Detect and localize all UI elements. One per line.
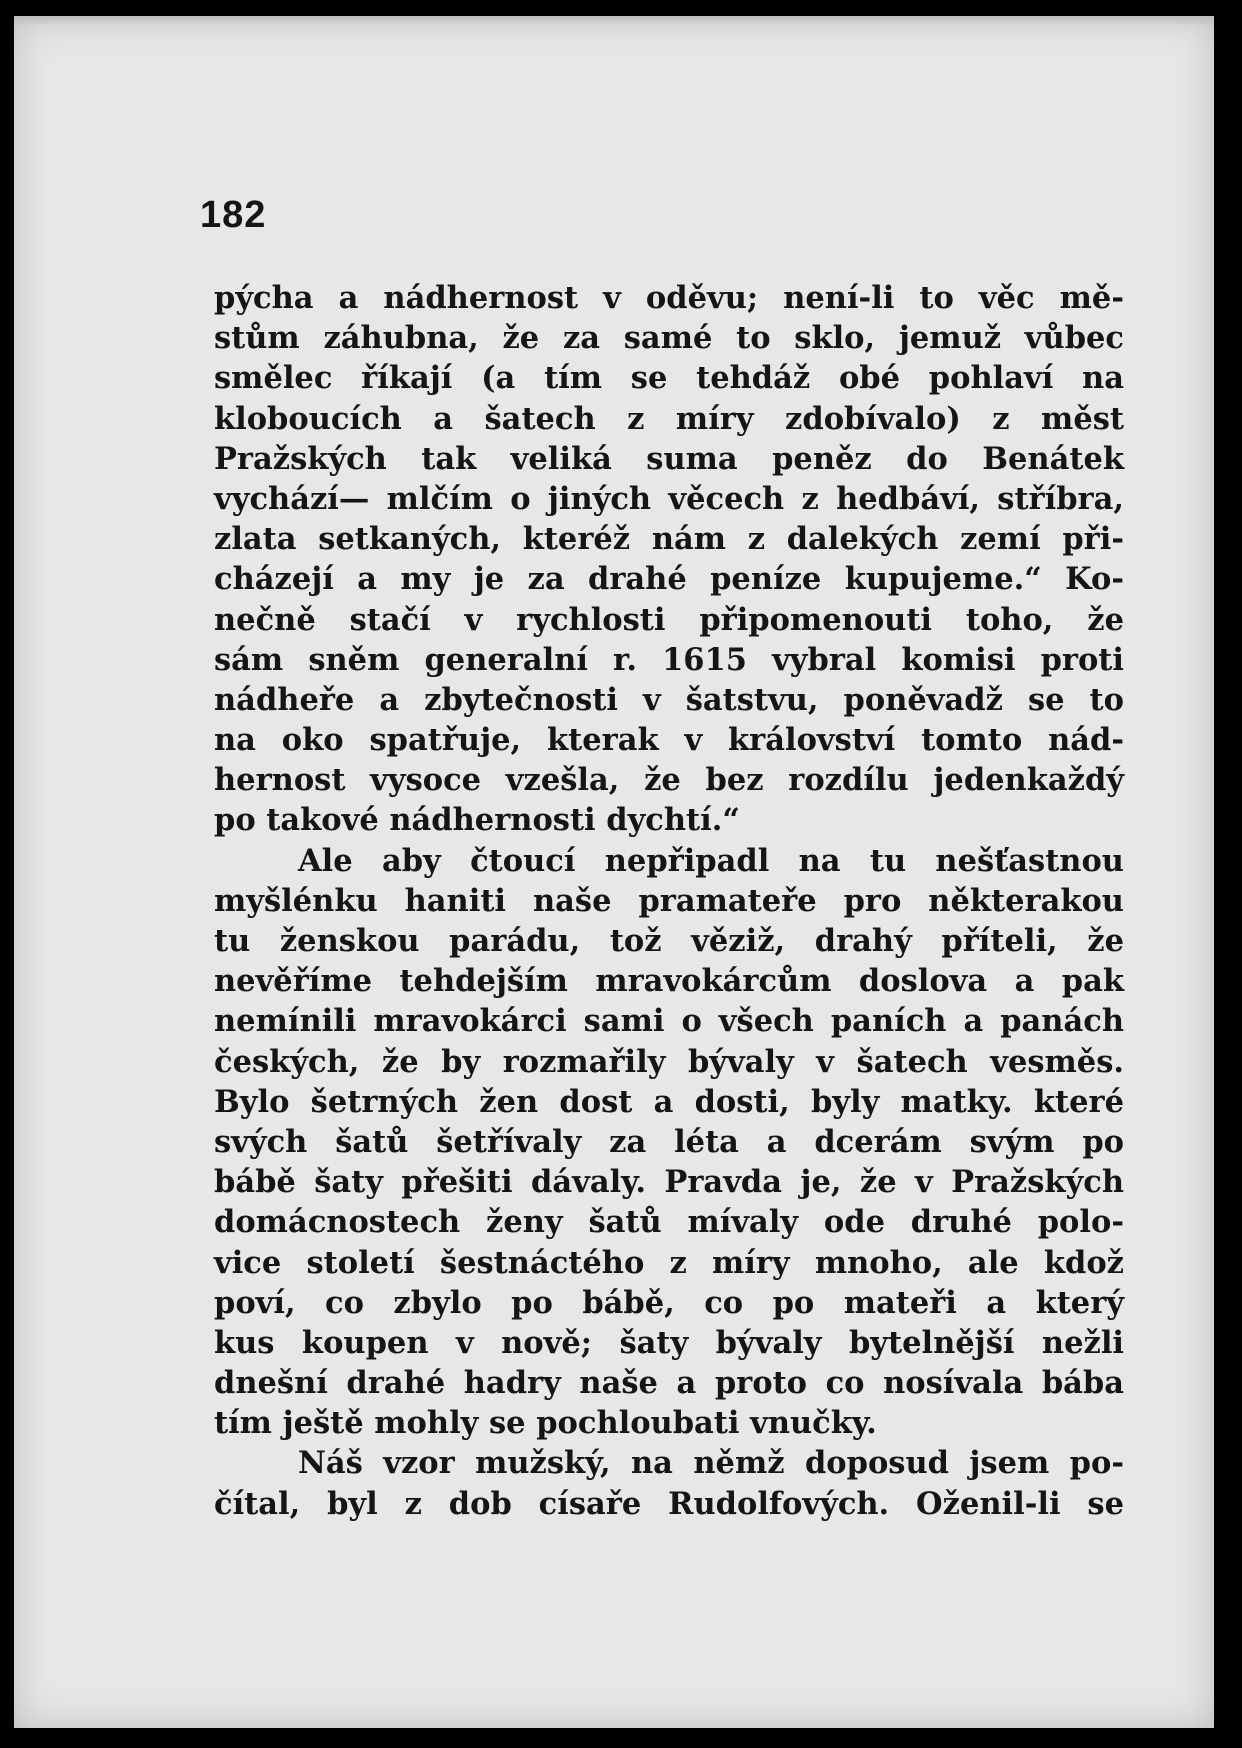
text-line: českých, že by rozmařily bývaly v šatech vesměs.: [214, 1043, 1124, 1080]
text-line: po takové nádhernosti dychtí.“: [214, 802, 740, 839]
text-line: smělec říkají (a tím se tehdáž obé pohlaví na: [214, 360, 1124, 397]
text-line: myšlénku haniti naše pramateře pro některakou: [214, 882, 1124, 919]
text-line: nemínili mravokárci sami o všech paních a panách: [214, 1003, 1124, 1040]
text-line: Pražských tak veliká suma peněz do Benátek: [214, 440, 1124, 477]
text-line: nečně stačí v rychlosti připomenouti toho, že: [214, 601, 1124, 638]
text-line: bábě šaty přešiti dávaly. Pravda je, že v Pražských: [214, 1164, 1124, 1201]
text-line: Ale aby čtoucí nepřipadl na tu nešťastnou: [298, 842, 1124, 879]
text-line: tím ještě mohly se pochloubati vnučky.: [214, 1405, 877, 1442]
text-line: vychází— mlčím o jiných věcech z hedbáví, stříbra,: [214, 480, 1124, 517]
text-line: sám sněm generalní r. 1615 vybral komisi proti: [214, 641, 1124, 678]
text-line: čítal, byl z dob císaře Rudolfových. Oženil-li se: [214, 1485, 1124, 1522]
text-line: domácnostech ženy šatů mívaly ode druhé polo-: [214, 1204, 1124, 1241]
text-line: nevěříme tehdejším mravokárcům doslova a pak: [214, 963, 1124, 1000]
page-number: 182: [200, 194, 267, 236]
text-line: cházejí a my je za drahé peníze kupujeme.“ Ko-: [214, 561, 1124, 598]
text-line: svých šatů šetřívaly za léta a dcerám svým po: [214, 1123, 1124, 1160]
text-line: vice století šestnáctého z míry mnoho, ale kdož: [214, 1244, 1124, 1281]
text-line: kus koupen v nově; šaty bývaly bytelnější nežli: [214, 1324, 1124, 1361]
page-body-text: [214, 278, 1124, 1524]
book-page: [14, 16, 1214, 1728]
text-line: tu ženskou parádu, tož věziž, drahý příteli, že: [214, 923, 1124, 959]
text-line: Bylo šetrných žen dost a dosti, byly matky. které: [214, 1083, 1124, 1120]
text-line: hernost vysoce vzešla, že bez rozdílu jedenkaždý: [214, 762, 1124, 799]
text-line: nádheře a zbytečnosti v šatstvu, poněvadž se to: [214, 681, 1124, 718]
text-line: dnešní drahé hadry naše a proto co nosívala bába: [214, 1365, 1124, 1402]
text-line: zlata setkaných, kteréž nám z dalekých zemí při-: [214, 521, 1124, 558]
text-line: pýcha a nádhernost v oděvu; není-li to věc mě-: [214, 280, 1124, 316]
text-line: Náš vzor mužský, na němž doposud jsem po-: [298, 1445, 1124, 1482]
text-line: poví, co zbylo po bábě, co po mateři a který: [214, 1284, 1124, 1321]
text-line: stům záhubna, že za samé to sklo, jemuž vůbec: [214, 320, 1124, 357]
text-line: na oko spatřuje, kterak v království tomto nád-: [214, 722, 1124, 759]
text-line: kloboucích a šatech z míry zdobívalo) z měst: [214, 400, 1124, 437]
